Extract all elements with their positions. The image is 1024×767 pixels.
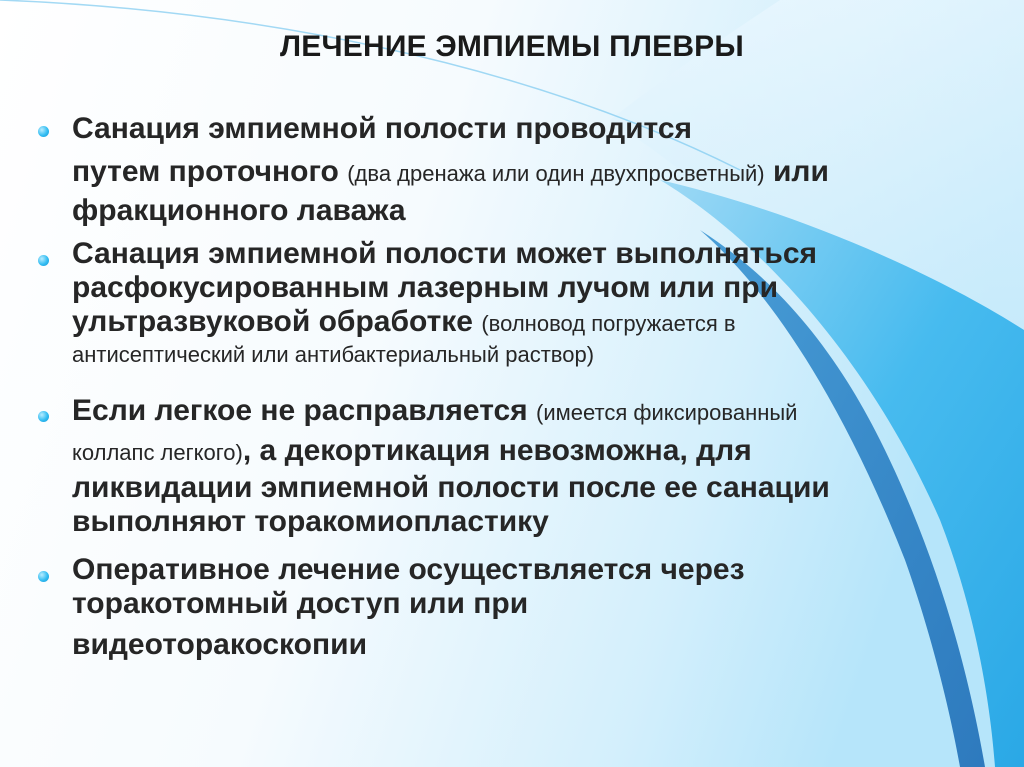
bullet-text: торакотомный доступ или при	[72, 587, 529, 620]
bullet-text	[72, 391, 938, 433]
bullet-text	[72, 152, 938, 194]
bullet-item	[38, 229, 938, 391]
bullet-dot-icon	[38, 255, 49, 266]
bullet-text: выполняют торакомиопластику	[72, 505, 549, 538]
bullet-dot-icon	[38, 126, 49, 137]
bullet-item	[38, 391, 938, 545]
bullet-text: расфокусированным лазерным лучом или при	[72, 271, 779, 304]
bullet-item	[38, 106, 938, 229]
bullet-text	[72, 305, 938, 341]
bullet-note: (два дренажа или один двухпросветный)	[347, 161, 765, 186]
bullet-text: ликвидации эмпиемной полости после ее санации	[72, 471, 830, 504]
bullet-text-part: или	[772, 155, 829, 188]
bullet-text	[72, 433, 938, 471]
bullet-note: антисептический или антибактериальный раствор)	[72, 342, 595, 367]
bullet-text: Санация эмпиемной полости может выполняться	[72, 237, 818, 270]
bullet-list	[38, 106, 938, 673]
bullet-text: Оперативное лечение осуществляется через	[72, 553, 745, 586]
bullet-text-part: ультразвуковой обработке	[72, 305, 473, 338]
bullet-item	[38, 545, 938, 673]
bullet-text: видеоторакоскопии	[72, 628, 368, 661]
bullet-dot-icon	[38, 571, 49, 582]
bullet-note: (имеется фиксированный	[536, 400, 798, 425]
bullet-text-part: путем проточного	[72, 155, 339, 188]
bullet-dot-icon	[38, 411, 49, 422]
bullet-note: (волновод погружается в	[481, 311, 736, 336]
bullet-text: фракционного лаважа	[72, 194, 406, 227]
bullet-note: коллапс легкого)	[72, 440, 243, 465]
slide-title: ЛЕЧЕНИЕ ЭМПИЕМЫ ПЛЕВРЫ	[280, 30, 744, 63]
bullet-text-part: Если легкое не расправляется	[72, 394, 528, 427]
bullet-text: Санация эмпиемной полости проводится	[72, 112, 693, 145]
bullet-text-part: , а декортикация невозможна, для	[242, 434, 752, 467]
